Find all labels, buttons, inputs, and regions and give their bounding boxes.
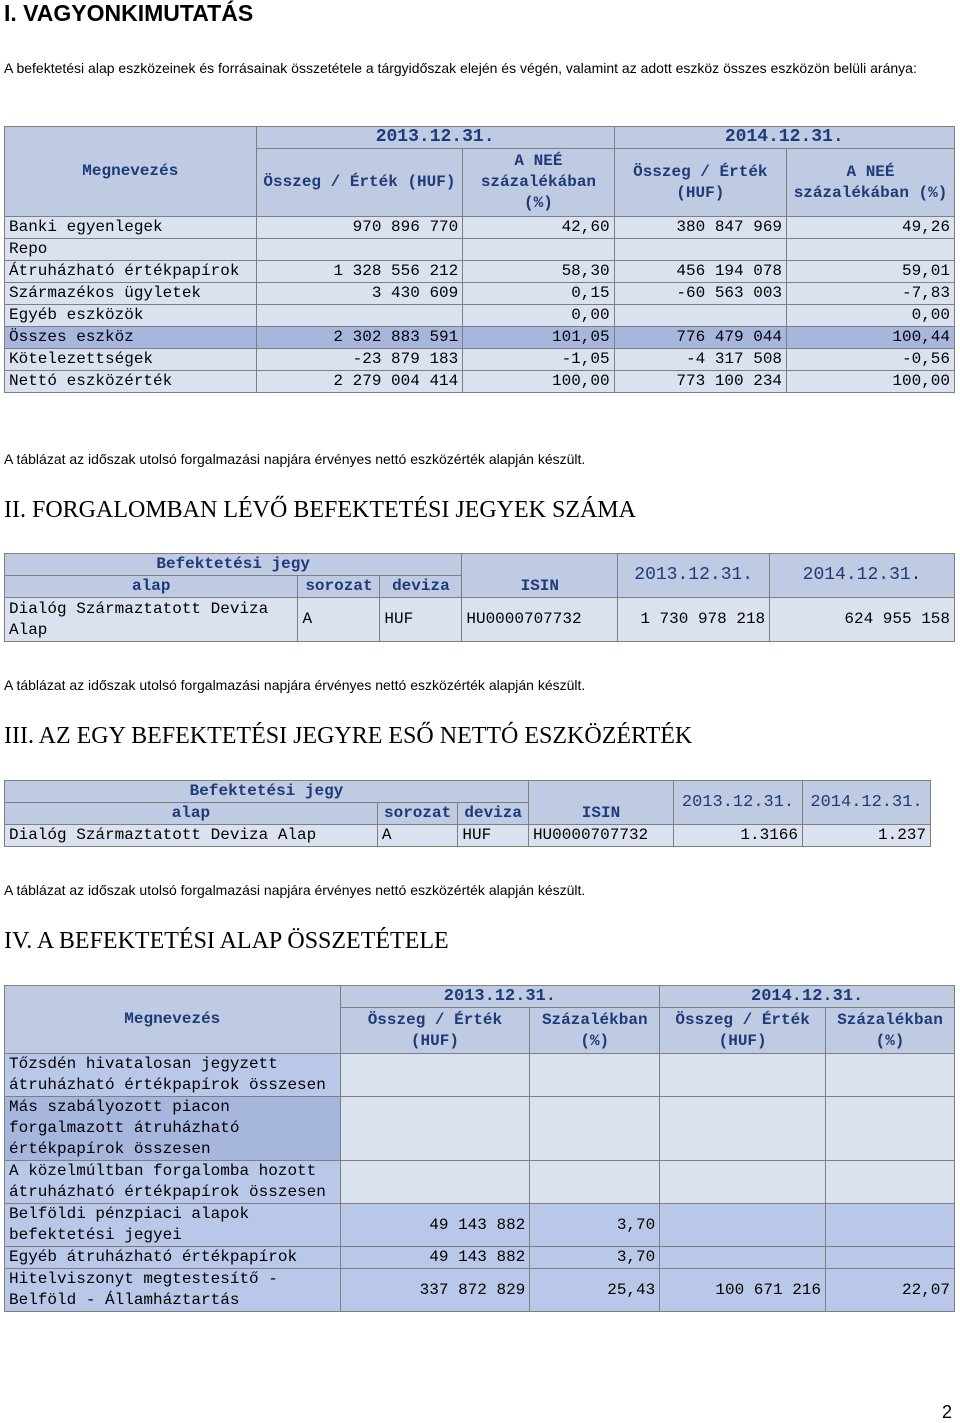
nav-header-alap: alap (5, 803, 378, 825)
row-name: Összes eszköz (5, 327, 257, 349)
asset-table-row (5, 283, 955, 305)
comp-pct-2014 (826, 1161, 955, 1204)
amount-2014: -60 563 003 (614, 283, 786, 305)
section1-title: I. VAGYONKIMUTATÁS (4, 0, 254, 26)
nav-value-2014: 1.237 (803, 825, 931, 847)
nav-deviza: HUF (458, 825, 529, 847)
amount-2014: 456 194 078 (614, 261, 786, 283)
section4-title: IV. A BEFEKTETÉSI ALAP ÖSSZETÉTELE (4, 928, 449, 954)
comp-amount-2014 (660, 1161, 826, 1204)
asset-table-header-row (5, 127, 955, 149)
header-amount-2014: Összeg / Érték (HUF) (614, 149, 786, 217)
units-value-2013: 1 730 978 218 (618, 598, 770, 642)
row-name: Repo (5, 239, 257, 261)
comp-pct-2014: 22,07 (826, 1269, 955, 1312)
page-number: 2 (941, 1402, 952, 1422)
units-header-isin: ISIN (462, 576, 618, 598)
header-date-2014: 2014.12.31. (614, 127, 954, 149)
nav-value-2013: 1.3166 (674, 825, 803, 847)
comp-amount-2013 (340, 1054, 530, 1097)
amount-2013: 2 302 883 591 (256, 327, 463, 349)
amount-2013: 970 896 770 (256, 217, 463, 239)
nav-table-row (5, 825, 931, 847)
asset-table-row (5, 305, 955, 327)
comp-pct-2014 (826, 1054, 955, 1097)
comp-row-name: Egyéb átruházható értékpapírok (5, 1247, 341, 1269)
comp-amount-2013 (340, 1097, 530, 1161)
units-isin: HU0000707732 (462, 598, 618, 642)
units-alap: Dialóg Származtatott Deviza Alap (5, 598, 298, 642)
units-header-alap: alap (5, 576, 298, 598)
pct-2014: 49,26 (787, 217, 955, 239)
pct-2013: 0,00 (463, 305, 614, 327)
amount-2014 (614, 305, 786, 327)
comp-pct-2013: 3,70 (530, 1204, 660, 1247)
header-pct-2014: A NEÉ százalékában (%) (787, 149, 955, 217)
nav-isin: HU0000707732 (528, 825, 673, 847)
section3-note: A táblázat az időszak utolsó forgalmazási napjára érvényes nettó eszközérték alapján készült. (4, 882, 586, 898)
asset-table-row (5, 327, 955, 349)
row-name: Nettó eszközérték (5, 371, 257, 393)
units-header-deviza: deviza (380, 576, 462, 598)
asset-table-row (5, 371, 955, 393)
comp-amount-2013 (340, 1161, 530, 1204)
units-table-row (5, 598, 955, 642)
comp-header-pct-2013: Százalékban (%) (530, 1008, 660, 1054)
pct-2013: 42,60 (463, 217, 614, 239)
units-deviza: HUF (380, 598, 462, 642)
amount-2014: 773 100 234 (614, 371, 786, 393)
comp-amount-2013: 337 872 829 (340, 1269, 530, 1312)
pct-2013: -1,05 (463, 349, 614, 371)
section1-intro: A befektetési alap eszközeinek és forrásainak összetétele a tárgyidőszak elején és végén, valamint az adott eszköz összes eszközön belüli aránya: (4, 60, 917, 76)
comp-header-date-2013: 2013.12.31. (340, 986, 660, 1008)
amount-2013: 2 279 004 414 (256, 371, 463, 393)
units-table-header-row (5, 554, 955, 576)
nav-per-unit-table (4, 780, 931, 847)
nav-header-isin: ISIN (528, 803, 673, 825)
composition-row (5, 1204, 955, 1247)
asset-table-row (5, 349, 955, 371)
pct-2013: 58,30 (463, 261, 614, 283)
comp-pct-2013 (530, 1054, 660, 1097)
composition-row (5, 1054, 955, 1097)
pct-2014: -0,56 (787, 349, 955, 371)
nav-table-header-row (5, 781, 931, 803)
amount-2014: -4 317 508 (614, 349, 786, 371)
comp-pct-2014 (826, 1097, 955, 1161)
comp-header-amount-2014: Összeg / Érték (HUF) (660, 1008, 826, 1054)
units-header-date-2013: 2013.12.31. (618, 554, 770, 598)
units-value-2014: 624 955 158 (770, 598, 955, 642)
pct-2014: 0,00 (787, 305, 955, 327)
row-name: Egyéb eszközök (5, 305, 257, 327)
nav-sorozat: A (377, 825, 458, 847)
comp-row-name: A közelmúltban forgalomba hozott átruházható értékpapírok összesen (5, 1161, 341, 1204)
units-table (4, 553, 955, 642)
comp-pct-2013 (530, 1097, 660, 1161)
comp-amount-2014 (660, 1247, 826, 1269)
comp-row-name: Belföldi pénzpiaci alapok befektetési jegyei (5, 1204, 341, 1247)
composition-row (5, 1247, 955, 1269)
amount-2014: 776 479 044 (614, 327, 786, 349)
header-date-2013: 2013.12.31. (256, 127, 614, 149)
comp-row-name: Hitelviszonyt megtestesítő - Belföld - Államháztartás (5, 1269, 341, 1312)
comp-pct-2013 (530, 1161, 660, 1204)
amount-2014: 380 847 969 (614, 217, 786, 239)
units-header-sorozat: sorozat (298, 576, 380, 598)
asset-table (4, 126, 955, 393)
nav-header-date-2014: 2014.12.31. (803, 781, 931, 825)
units-header-date-2014: 2014.12.31. (770, 554, 955, 598)
comp-pct-2014 (826, 1204, 955, 1247)
header-amount-2013: Összeg / Érték (HUF) (256, 149, 463, 217)
units-sorozat: A (298, 598, 380, 642)
composition-row (5, 1161, 955, 1204)
comp-pct-2013: 25,43 (530, 1269, 660, 1312)
row-name: Átruházható értékpapírok (5, 261, 257, 283)
composition-row (5, 1097, 955, 1161)
comp-header-date-2014: 2014.12.31. (660, 986, 955, 1008)
comp-amount-2014: 100 671 216 (660, 1269, 826, 1312)
comp-amount-2013: 49 143 882 (340, 1204, 530, 1247)
amount-2013: 1 328 556 212 (256, 261, 463, 283)
section2-title: II. FORGALOMBAN LÉVŐ BEFEKTETÉSI JEGYEK SZÁMA (4, 497, 636, 523)
amount-2013: -23 879 183 (256, 349, 463, 371)
comp-amount-2014 (660, 1097, 826, 1161)
units-header-group: Befektetési jegy (5, 554, 462, 576)
composition-row (5, 1269, 955, 1312)
asset-table-row (5, 217, 955, 239)
composition-header-row (5, 986, 955, 1008)
header-pct-2013: A NEÉ százalékában (%) (463, 149, 614, 217)
comp-pct-2014 (826, 1247, 955, 1269)
row-name: Származékos ügyletek (5, 283, 257, 305)
pct-2014: -7,83 (787, 283, 955, 305)
comp-row-name: Más szabályozott piacon forgalmazott átruházható értékpapírok összesen (5, 1097, 341, 1161)
row-name: Kötelezettségek (5, 349, 257, 371)
nav-header-date-2013: 2013.12.31. (674, 781, 803, 825)
comp-header-amount-2013: Összeg / Érték (HUF) (340, 1008, 530, 1054)
comp-amount-2014 (660, 1204, 826, 1247)
composition-table (4, 985, 955, 1312)
nav-alap: Dialóg Származtatott Deviza Alap (5, 825, 378, 847)
amount-2013 (256, 305, 463, 327)
comp-amount-2014 (660, 1054, 826, 1097)
pct-2014 (787, 239, 955, 261)
nav-header-deviza: deviza (458, 803, 529, 825)
section3-title: III. AZ EGY BEFEKTETÉSI JEGYRE ESŐ NETTÓ ESZKÖZÉRTÉK (4, 723, 693, 749)
comp-header-name: Megnevezés (5, 986, 341, 1054)
asset-table-row (5, 261, 955, 283)
comp-pct-2013: 3,70 (530, 1247, 660, 1269)
comp-amount-2013: 49 143 882 (340, 1247, 530, 1269)
amount-2014 (614, 239, 786, 261)
amount-2013: 3 430 609 (256, 283, 463, 305)
pct-2013: 101,05 (463, 327, 614, 349)
pct-2013: 0,15 (463, 283, 614, 305)
comp-row-name: Tőzsdén hivatalosan jegyzett átruházható értékpapírok összesen (5, 1054, 341, 1097)
pct-2013: 100,00 (463, 371, 614, 393)
pct-2014: 100,44 (787, 327, 955, 349)
amount-2013 (256, 239, 463, 261)
row-name: Banki egyenlegek (5, 217, 257, 239)
nav-header-group: Befektetési jegy (5, 781, 529, 803)
nav-header-sorozat: sorozat (377, 803, 458, 825)
header-name: Megnevezés (5, 127, 257, 217)
section1-note: A táblázat az időszak utolsó forgalmazási napjára érvényes nettó eszközérték alapján készült. (4, 451, 586, 467)
comp-header-pct-2014: Százalékban (%) (826, 1008, 955, 1054)
pct-2014: 100,00 (787, 371, 955, 393)
asset-table-row (5, 239, 955, 261)
pct-2013 (463, 239, 614, 261)
section2-note: A táblázat az időszak utolsó forgalmazási napjára érvényes nettó eszközérték alapján készült. (4, 677, 586, 693)
pct-2014: 59,01 (787, 261, 955, 283)
